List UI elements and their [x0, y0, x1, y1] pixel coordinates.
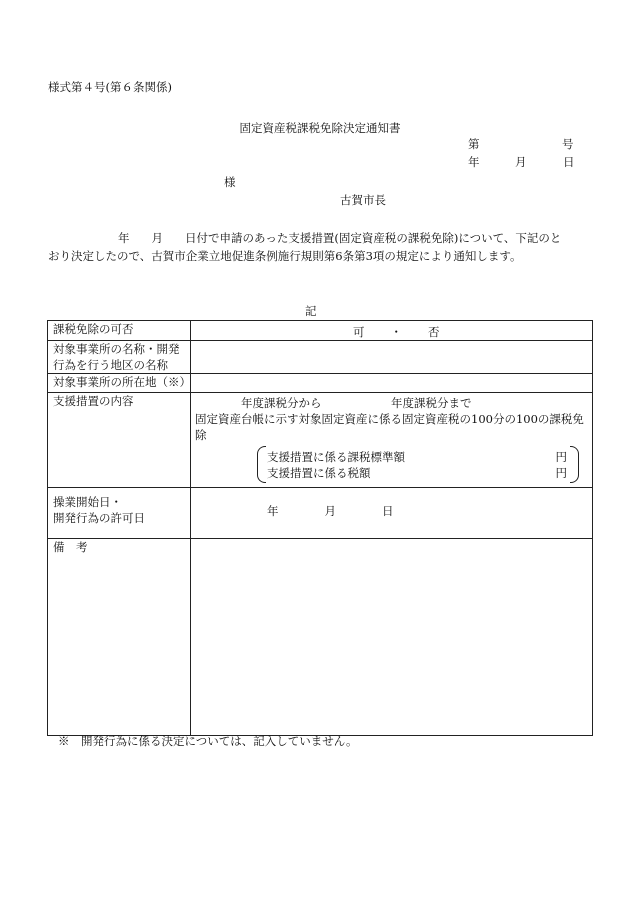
facility-address-cell: [191, 374, 593, 393]
date-day: 日: [563, 155, 575, 169]
start-date-label-1: 操業開始日・: [53, 495, 122, 509]
body-text-1: 日付で申請のあった支援措置(固定資産税の課税免除)について、下記のと: [185, 231, 562, 245]
body-year: 年: [118, 231, 130, 245]
table-row: [48, 341, 593, 374]
table-row: [48, 374, 593, 393]
start-month: 月: [324, 504, 336, 518]
row-label-facility-name: 対象事業所の名称・開発行為を行う地区の名称: [48, 341, 191, 374]
tax-year-to: 年度課税分まで: [391, 396, 472, 410]
support-description-cont: 除: [195, 428, 207, 442]
start-day: 日: [382, 504, 394, 518]
support-content-cell: [191, 393, 593, 488]
yen-unit: 円: [555, 466, 567, 480]
row-label-exemption: 課税免除の可否: [48, 321, 191, 341]
doc-number-prefix: 第: [468, 137, 480, 151]
start-date-cell: [191, 488, 593, 539]
approval-options: [353, 324, 440, 340]
body-line-1: [48, 233, 561, 245]
body-line-2: おり決定したので、古賀市企業立地促進条例施行規則第6条第3項の規定により通知します。: [48, 249, 522, 263]
exemption-value-cell: [191, 321, 593, 341]
facility-name-cell: [191, 341, 593, 374]
table-row: [48, 488, 593, 539]
date-month: 月: [515, 155, 527, 169]
document-title: 固定資産税課税免除決定通知書: [239, 121, 401, 135]
start-date-value: [267, 503, 394, 519]
table-row: [48, 393, 593, 488]
date-year: 年: [468, 155, 480, 169]
row-label-remarks: 備 考: [48, 539, 191, 736]
tax-amount-label: 支援措置に係る税額: [267, 466, 371, 480]
approve-option: 可: [353, 325, 365, 339]
row-label-start-date: [48, 488, 191, 539]
addressee-suffix: 様: [224, 175, 236, 189]
reject-option: 否: [428, 325, 440, 339]
table-row: [48, 321, 593, 341]
right-bracket: [570, 446, 579, 483]
row-label-support-content: 支援措置の内容: [48, 393, 191, 488]
start-date-label-2: 開発行為の許可日: [53, 511, 145, 525]
body-month: 月: [151, 231, 163, 245]
footnote: ※ 開発行為に係る決定については、記入していません。: [58, 734, 358, 748]
row-label-facility-address: 対象事業所の所在地（※）: [48, 374, 191, 393]
doc-number-suffix: 号: [562, 137, 574, 151]
decision-table: [47, 320, 593, 736]
left-bracket: [257, 446, 266, 483]
support-description: 固定資産台帳に示す対象固定資産に係る固定資産税の100分の100の課税免: [195, 412, 584, 426]
remarks-cell: [191, 539, 593, 736]
sender-name: 古賀市長: [340, 193, 386, 207]
start-year: 年: [267, 504, 279, 518]
tax-amount-bracket: [257, 446, 579, 483]
option-separator: ・: [390, 325, 402, 339]
ki-heading: 記: [305, 304, 317, 318]
tax-year-from: 年度課税分から: [241, 396, 322, 410]
form-number: 様式第４号(第６条関係): [48, 80, 172, 94]
table-row: [48, 539, 593, 736]
tax-standard-label: 支援措置に係る課税標準額: [267, 450, 405, 464]
yen-unit: 円: [555, 450, 567, 464]
